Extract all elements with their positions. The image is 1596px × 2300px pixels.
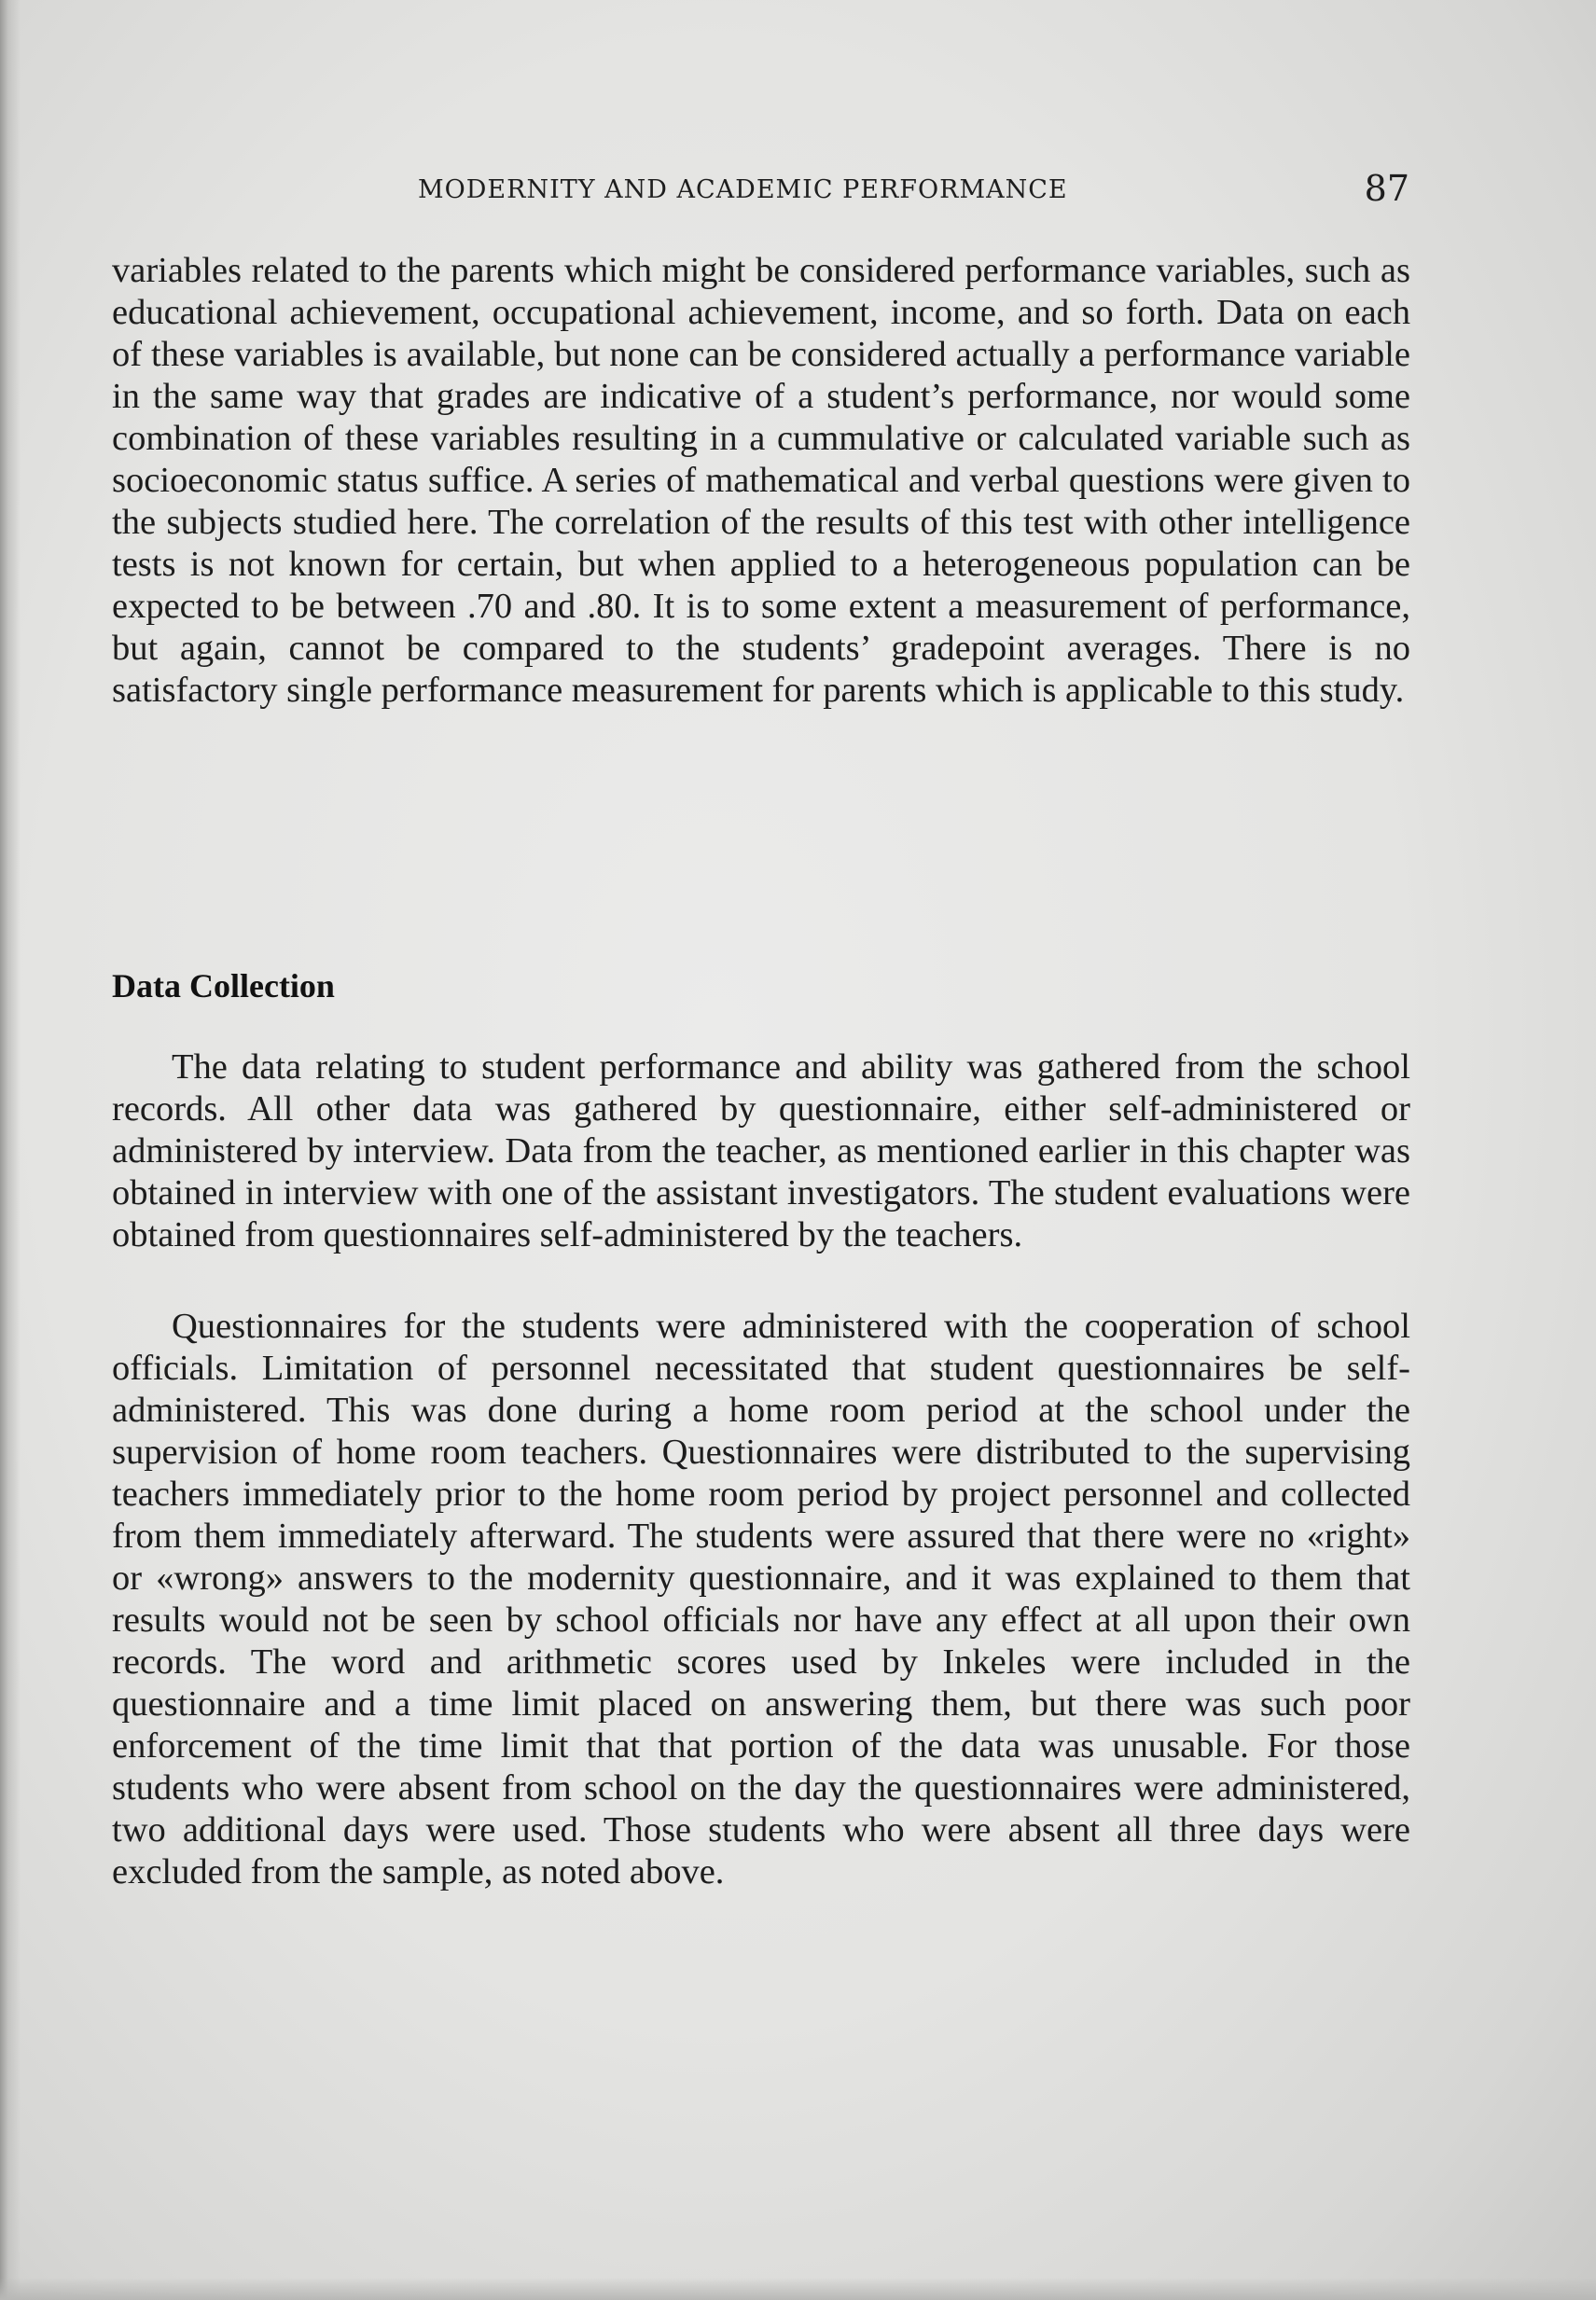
section-heading: Data Collection bbox=[112, 967, 335, 1005]
running-head: MODERNITY AND ACADEMIC PERFORMANCE bbox=[418, 175, 1068, 204]
paragraph-data-sources: The data relating to student performance and ability was gathered from the school records. All other data was gathered by questionnaire, either self-administered or administered by interview. Data from the teacher, as mentioned earlier in this chapter was obtained in interview with one of the assistant investigators. The student evaluations were obtained from questionnaires self-administered by the teachers. bbox=[112, 1047, 1410, 1254]
paragraph-questionnaire-administration: Questionnaires for the students were administered with the cooperation of school officials. Limitation of personnel necessitated that student questionnaires be self-administered. This was done during a home room period at the school under the supervision of home room teachers. Questionnaires were distributed to the supervising teachers immediately prior to the home room period by project personnel and collected from them immediately afterward. The students were assured that there were no «right» or «wrong» answers to the modernity questionnaire, and it was explained to them that results would not be seen by school officials nor have any effect at all upon their own records. The word and arithmetic scores used by Inkeles were included in the questionnaire and a time limit placed on answering them, but there was such poor enforcement of the time limit that that portion of the data was unusable. For those students who were absent from school on the day the questionnaires were administered, two additional days were used. Those students who were absent all three days were excluded from the sample, as noted above. bbox=[112, 1307, 1410, 1891]
page-left-edge-shadow bbox=[0, 0, 21, 2300]
page-number: 87 bbox=[1364, 168, 1409, 209]
paragraph-performance-variables: variables related to the parents which might be considered performance variables, such as educational achievement, occupational achievement, income, and so forth. Data on each of these variables is available, but none can be considered actually a performance variable in the same way that grades are indicative of a student’s performance, nor would some combination of these variables resulting in a cummulative or calculated variable such as socioeconomic status suffice. A series of mathematical and verbal questions were given to the subjects studied here. The correlation of the results of this test with other intelligence tests is not known for certain, but when applied to a heterogeneous population can be expected to be between .70 and .80. It is to some extent a measurement of performance, but again, cannot be compared to the students’ gradepoint averages. There is no satisfactory single performance measurement for parents which is applicable to this study. bbox=[112, 251, 1410, 710]
page-bottom-edge-shadow bbox=[0, 2278, 1596, 2300]
